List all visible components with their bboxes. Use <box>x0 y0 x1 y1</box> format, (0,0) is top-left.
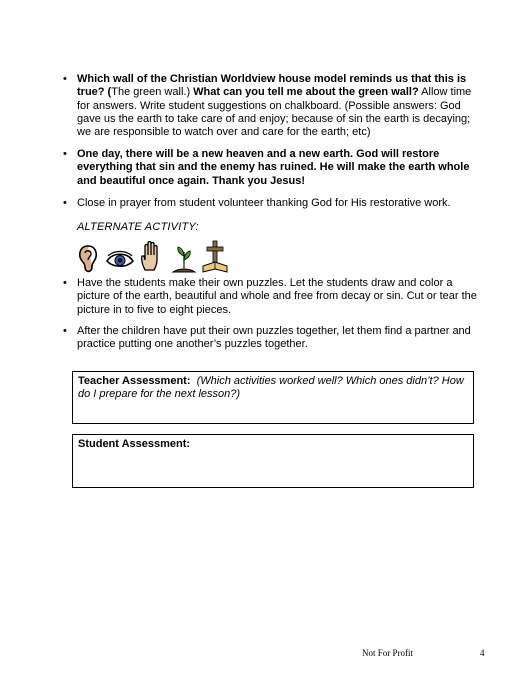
teacher-assessment-hint: (Which activities worked well? Which ones didn’t? How do I prepare for the next lesson?) <box>78 375 464 401</box>
bullet-close-prayer <box>63 197 487 210</box>
alternate-activity-title: ALTERNATE ACTIVITY: <box>77 221 199 233</box>
bullet-text-bold: One day, there will be a new heaven and a new earth. God will restore everything that sin and the enemy has ruined. He will make the earth whole and beautiful once again. Thank you Jesus! <box>77 148 470 187</box>
bullet-green-wall <box>63 73 487 139</box>
alt-bullet-puzzles <box>63 277 487 317</box>
footer-note: Not For Profit <box>362 648 414 658</box>
bullet-text-bold: Which wall of the Christian Worldview house model reminds us that this is true? ( <box>77 73 467 99</box>
sense-icons-row <box>77 240 237 276</box>
student-assessment-box[interactable] <box>72 434 474 488</box>
bullet-text: After the children have put their own puzzles together, let them find a partner and practice putting one another’s puzzles together. <box>77 325 471 351</box>
ear-icon <box>77 244 99 274</box>
sprout-icon <box>171 242 197 274</box>
bullet-dot: • <box>63 325 67 337</box>
bullet-dot: • <box>63 277 67 289</box>
bullet-new-heaven <box>63 148 487 188</box>
teacher-assessment-label: Teacher Assessment: <box>78 375 191 387</box>
bullet-text: Allow time for answers. Write student suggestions on chalkboard. (Possible answers: God gave us the earth to take care of and enjoy; because of sin the earth is decaying; we are responsible to watch over and care for the earth; etc) <box>77 86 472 139</box>
cross-bible-icon <box>201 240 229 274</box>
bullet-text: Have the students make their own puzzles. Let the students draw and color a picture of the earth, beautiful and whole and free from decay or sin. Cut or tear the picture in to five to eight pieces. <box>77 277 477 316</box>
eye-icon <box>105 250 135 270</box>
bullet-dot: • <box>63 197 67 209</box>
alt-bullet-partner <box>63 325 487 352</box>
bullet-text-bold: What can you tell me about the green wall? <box>193 86 419 99</box>
student-assessment-label: Student Assessment: <box>78 438 191 450</box>
teacher-assessment-box[interactable] <box>72 371 474 424</box>
bullet-dot: • <box>63 148 67 160</box>
page-number: 4 <box>480 648 485 658</box>
bullet-dot: • <box>63 73 67 85</box>
hand-icon <box>139 240 163 272</box>
bullet-text: Close in prayer from student volunteer thanking God for His restorative work. <box>77 197 451 209</box>
bullet-text: The green wall.) <box>111 86 194 99</box>
